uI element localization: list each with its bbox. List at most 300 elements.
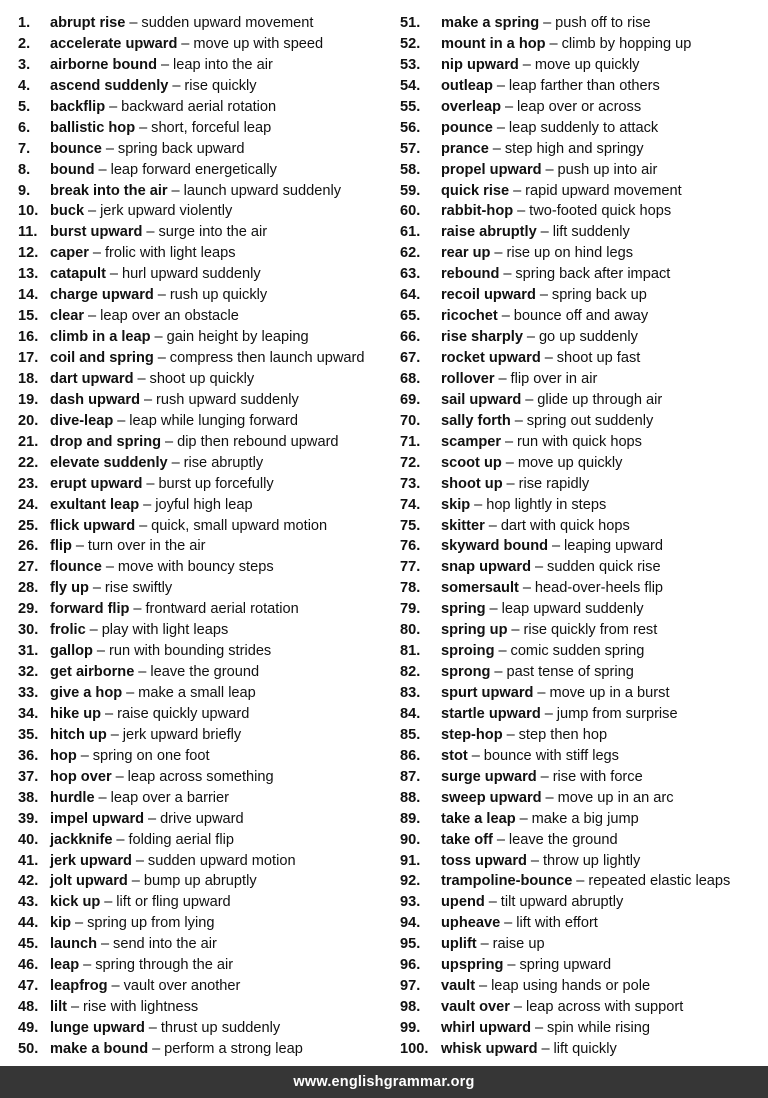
item-number: 83. (400, 685, 421, 701)
item-entry (441, 641, 644, 662)
list-item (400, 976, 768, 997)
item-definition: hop lightly in steps (486, 496, 607, 513)
item-definition: short, forceful leap (151, 119, 272, 136)
item-number: 30. (18, 622, 39, 639)
item-entry (441, 34, 691, 55)
dash-separator: – (96, 643, 106, 660)
item-entry (441, 201, 671, 222)
dash-separator: – (504, 98, 514, 115)
list-item (18, 997, 384, 1018)
dash-separator: – (479, 978, 488, 995)
dash-separator: – (471, 747, 480, 764)
item-number: 7. (18, 140, 31, 157)
item-definition: lift quickly (553, 1040, 617, 1057)
dash-separator: – (110, 726, 119, 743)
item-definition: rush up quickly (169, 287, 268, 304)
item-number: 13. (18, 266, 39, 283)
item-entry (50, 181, 341, 202)
item-number: 79. (400, 601, 421, 618)
item-entry (50, 704, 249, 725)
item-number: 18. (18, 370, 39, 387)
item-definition: leave the ground (508, 831, 618, 848)
item-number: 85. (400, 726, 421, 743)
item-entry (50, 871, 257, 892)
item-definition: leap over an obstacle (100, 308, 239, 325)
dash-separator: – (105, 705, 114, 722)
list-item (400, 704, 768, 725)
dash-separator: – (83, 957, 92, 974)
list-item (18, 536, 384, 557)
list-item (18, 809, 384, 830)
item-number: 49. (18, 1020, 39, 1036)
item-term: burst upward (50, 224, 143, 241)
list-item (400, 432, 768, 453)
list-item (400, 578, 768, 599)
item-number: 100. (400, 1040, 429, 1057)
item-definition: two-footed quick hops (529, 203, 672, 220)
dash-separator: – (514, 412, 523, 429)
item-entry (441, 453, 622, 474)
item-entry (441, 955, 611, 976)
dash-separator: – (160, 56, 170, 73)
dash-separator: – (511, 622, 520, 639)
item-entry (441, 704, 678, 725)
dash-separator: – (498, 370, 507, 387)
list-item (400, 306, 768, 327)
item-entry (50, 432, 339, 453)
item-term: hitch up (50, 726, 107, 743)
item-term: give a hop (50, 685, 123, 701)
item-term: ricochet (441, 308, 498, 325)
list-item (400, 683, 768, 704)
item-number: 28. (18, 580, 39, 597)
item-term: caper (50, 245, 89, 262)
list-item (18, 934, 384, 955)
item-term: recoil upward (441, 287, 536, 304)
list-item (18, 76, 384, 97)
dash-separator: – (540, 768, 549, 785)
list-item (18, 662, 384, 683)
item-definition: make a small leap (138, 685, 256, 701)
dash-separator: – (115, 768, 124, 785)
item-definition: leap while lunging forward (129, 412, 299, 429)
item-number: 51. (400, 15, 421, 31)
item-definition: move up quickly (517, 454, 623, 471)
item-entry (441, 369, 597, 390)
item-entry (50, 830, 234, 851)
dash-separator: – (498, 643, 507, 660)
item-term: accelerate upward (50, 35, 178, 52)
item-term: hike up (50, 705, 102, 722)
dash-separator: – (146, 475, 155, 492)
item-number: 67. (400, 350, 421, 366)
dash-separator: – (517, 203, 526, 220)
item-number: 15. (18, 308, 39, 325)
item-definition: burst up forcefully (158, 475, 274, 492)
list-item (400, 13, 768, 34)
dash-separator: – (501, 308, 510, 325)
list-item (18, 201, 384, 222)
item-number: 91. (400, 852, 421, 869)
item-number: 72. (400, 454, 421, 471)
item-definition: drive upward (160, 810, 244, 827)
item-definition: bounce with stiff legs (483, 747, 619, 764)
item-number: 24. (18, 496, 39, 513)
item-number: 40. (18, 831, 39, 848)
item-number: 78. (400, 580, 421, 597)
item-term: hurdle (50, 789, 95, 806)
item-definition: leap across with support (525, 999, 684, 1016)
item-term: make a spring (441, 15, 540, 31)
item-term: dive-leap (50, 412, 114, 429)
item-entry (441, 181, 682, 202)
item-definition: leave the ground (150, 664, 260, 681)
item-entry (441, 390, 662, 411)
item-definition: rush upward suddenly (156, 391, 299, 408)
list-item (18, 139, 384, 160)
dash-separator: – (126, 685, 135, 701)
item-term: hop over (50, 768, 112, 785)
item-term: upheave (441, 915, 501, 932)
list-item (18, 871, 384, 892)
item-definition: glide up through air (537, 391, 663, 408)
list-item (400, 599, 768, 620)
item-number: 5. (18, 98, 31, 115)
item-definition: jerk upward briefly (122, 726, 242, 743)
item-entry (441, 892, 623, 913)
dash-separator: – (171, 454, 180, 471)
item-definition: push up into air (557, 161, 658, 178)
item-number: 1. (18, 15, 31, 31)
item-definition: leaping upward (564, 538, 664, 555)
dash-separator: – (98, 789, 107, 806)
item-definition: step high and springy (504, 140, 644, 157)
item-number: 98. (400, 999, 421, 1016)
dash-separator: – (551, 538, 561, 555)
item-definition: run with quick hops (517, 433, 642, 450)
dash-separator: – (143, 391, 153, 408)
item-entry (50, 516, 327, 537)
list-item (400, 997, 768, 1018)
item-entry (441, 809, 639, 830)
item-entry (441, 976, 650, 997)
item-definition: past tense of spring (506, 664, 634, 681)
list-item (400, 97, 768, 118)
list-item (400, 201, 768, 222)
item-definition: throw up lightly (542, 852, 641, 869)
item-term: forward flip (50, 601, 130, 618)
list-item (400, 788, 768, 809)
item-entry (50, 201, 232, 222)
item-entry (441, 913, 598, 934)
item-entry (50, 474, 274, 495)
item-number: 77. (400, 559, 421, 576)
item-term: rollover (441, 370, 495, 387)
item-number: 11. (18, 224, 38, 241)
item-definition: spin while rising (547, 1020, 651, 1036)
item-entry (50, 662, 259, 683)
item-entry (441, 76, 660, 97)
item-number: 21. (18, 433, 39, 450)
item-entry (441, 222, 630, 243)
item-entry (50, 390, 299, 411)
dash-separator: – (131, 873, 140, 890)
item-term: rise sharply (441, 329, 523, 346)
item-number: 12. (18, 245, 39, 262)
item-entry (441, 306, 648, 327)
item-entry (50, 557, 274, 578)
item-number: 45. (18, 936, 39, 953)
dash-separator: – (109, 98, 118, 115)
item-definition: go up suddenly (538, 329, 638, 346)
list-item (18, 913, 384, 934)
item-definition: raise quickly upward (117, 705, 250, 722)
item-definition: vault over another (123, 978, 241, 995)
item-number: 84. (400, 705, 421, 722)
list-item (400, 453, 768, 474)
item-definition: hurl upward suddenly (121, 266, 261, 283)
item-entry (50, 1039, 303, 1060)
list-item (18, 264, 384, 285)
item-number: 68. (400, 370, 421, 387)
item-entry (50, 285, 267, 306)
item-definition: rise quickly (184, 77, 257, 94)
list-item (400, 725, 768, 746)
dash-separator: – (92, 245, 102, 262)
list-item (400, 767, 768, 788)
list-item (400, 892, 768, 913)
list-item (400, 327, 768, 348)
item-number: 4. (18, 77, 31, 94)
item-definition: spring back upward (117, 140, 245, 157)
item-entry (441, 662, 634, 683)
item-number: 81. (400, 643, 421, 660)
list-item (400, 474, 768, 495)
item-entry (50, 13, 313, 34)
footer-bar (0, 1066, 768, 1098)
dash-separator: – (80, 747, 89, 764)
terms-column-right (384, 13, 768, 1060)
item-entry (50, 683, 256, 704)
item-definition: spring out suddenly (526, 412, 654, 429)
item-term: catapult (50, 266, 106, 283)
item-number: 41. (18, 852, 39, 869)
item-number: 54. (400, 77, 421, 94)
list-item (400, 495, 768, 516)
item-entry (441, 830, 618, 851)
item-term: erupt upward (50, 475, 143, 492)
dash-separator: – (154, 329, 163, 346)
list-item (18, 599, 384, 620)
item-entry (50, 306, 239, 327)
dash-separator: – (496, 119, 505, 136)
dash-separator: – (488, 894, 497, 911)
item-number: 53. (400, 56, 421, 73)
dash-separator: – (92, 580, 101, 597)
dash-separator: – (534, 1020, 544, 1036)
list-item (400, 264, 768, 285)
item-entry (441, 788, 674, 809)
item-term: lunge upward (50, 1020, 145, 1036)
list-item (400, 516, 768, 537)
item-entry (441, 725, 607, 746)
list-item (400, 851, 768, 872)
item-definition: spring through the air (95, 957, 234, 974)
item-term: flounce (50, 559, 102, 576)
item-entry (50, 851, 296, 872)
list-item (18, 578, 384, 599)
item-number: 8. (18, 161, 31, 178)
list-item (400, 830, 768, 851)
item-definition: leap farther than others (508, 77, 660, 94)
item-number: 35. (18, 726, 39, 743)
item-definition: leap forward energetically (110, 161, 277, 178)
dash-separator: – (576, 873, 585, 890)
item-definition: bump up abruptly (143, 873, 257, 890)
dash-separator: – (146, 224, 155, 241)
item-term: spurt upward (441, 685, 534, 701)
item-entry (50, 997, 198, 1018)
item-term: break into the air (50, 182, 168, 199)
dash-separator: – (88, 308, 97, 325)
item-number: 76. (400, 538, 421, 555)
list-item (18, 13, 384, 34)
item-definition: spring upward (519, 957, 612, 974)
item-entry (441, 1039, 617, 1060)
item-entry (50, 327, 309, 348)
item-number: 47. (18, 978, 39, 995)
item-definition: dip then rebound upward (177, 433, 339, 450)
list-item (18, 34, 384, 55)
item-number: 64. (400, 287, 421, 304)
list-item (18, 160, 384, 181)
item-term: toss upward (441, 852, 527, 869)
item-term: pounce (441, 119, 493, 136)
item-term: scamper (441, 433, 502, 450)
item-number: 14. (18, 287, 39, 304)
item-entry (50, 934, 217, 955)
item-entry (50, 369, 254, 390)
dash-separator: – (148, 1020, 157, 1036)
item-term: shoot up (441, 475, 503, 492)
footer-url: www.englishgrammar.org (293, 1074, 475, 1090)
list-item (400, 955, 768, 976)
item-number: 48. (18, 999, 39, 1016)
item-definition: leap over a barrier (110, 789, 230, 806)
dash-separator: – (109, 266, 119, 283)
dash-separator: – (488, 517, 497, 534)
list-item (18, 118, 384, 139)
item-entry (441, 495, 606, 516)
item-number: 71. (400, 433, 421, 450)
dash-separator: – (181, 35, 190, 52)
list-item (400, 76, 768, 97)
item-term: spring up (441, 622, 508, 639)
item-number: 86. (400, 747, 421, 764)
item-definition: push off to rise (555, 15, 651, 31)
item-definition: run with bounding strides (108, 643, 272, 660)
item-number: 55. (400, 98, 421, 115)
item-number: 33. (18, 685, 39, 701)
list-item (18, 181, 384, 202)
item-number: 66. (400, 329, 421, 346)
item-definition: frolic with light leaps (104, 245, 236, 262)
item-number: 6. (18, 119, 31, 136)
list-item (18, 725, 384, 746)
item-definition: comic sudden spring (510, 643, 645, 660)
item-definition: perform a strong leap (164, 1040, 303, 1057)
item-number: 96. (400, 957, 421, 974)
item-number: 63. (400, 266, 421, 283)
item-number: 27. (18, 559, 39, 576)
dash-separator: – (513, 999, 523, 1016)
item-definition: rise with force (552, 768, 643, 785)
list-item (400, 871, 768, 892)
dash-separator: – (539, 287, 548, 304)
dash-separator: – (492, 140, 501, 157)
item-number: 80. (400, 622, 421, 639)
item-term: leap (50, 957, 80, 974)
list-item (400, 222, 768, 243)
dash-separator: – (133, 601, 142, 618)
item-number: 69. (400, 391, 421, 408)
dash-separator: – (549, 35, 558, 52)
list-item (400, 181, 768, 202)
item-definition: raise up (492, 936, 545, 953)
item-definition: bounce off and away (513, 308, 649, 325)
item-entry (50, 495, 253, 516)
item-entry (50, 892, 231, 913)
item-term: sail upward (441, 391, 522, 408)
item-definition: shoot up quickly (149, 370, 255, 387)
item-term: buck (50, 203, 85, 220)
item-definition: lift with effort (516, 915, 598, 932)
item-entry (50, 788, 229, 809)
dash-separator: – (152, 1040, 161, 1057)
dash-separator: – (506, 726, 515, 743)
item-entry (50, 348, 365, 369)
list-item (18, 683, 384, 704)
item-term: nip upward (441, 56, 519, 73)
list-item (400, 913, 768, 934)
item-term: sprong (441, 664, 491, 681)
list-item (400, 390, 768, 411)
item-term: ascend suddenly (50, 77, 169, 94)
item-definition: joyful high leap (155, 496, 253, 513)
list-item (18, 830, 384, 851)
item-definition: spring on one foot (92, 747, 210, 764)
item-number: 37. (18, 768, 39, 785)
item-term: step-hop (441, 726, 503, 743)
item-term: get airborne (50, 664, 135, 681)
dash-separator: – (116, 831, 125, 848)
item-number: 58. (400, 161, 421, 178)
item-number: 43. (18, 894, 39, 911)
item-term: vault (441, 978, 476, 995)
item-entry (441, 934, 545, 955)
list-item (18, 390, 384, 411)
dash-separator: – (474, 496, 483, 513)
item-definition: rapid upward movement (525, 182, 682, 199)
list-item (400, 285, 768, 306)
item-number: 26. (18, 538, 39, 555)
item-definition: jerk upward violently (100, 203, 233, 220)
item-term: backflip (50, 98, 106, 115)
dash-separator: – (165, 433, 174, 450)
item-term: spring (441, 601, 486, 618)
list-item (18, 767, 384, 788)
item-entry (441, 264, 670, 285)
